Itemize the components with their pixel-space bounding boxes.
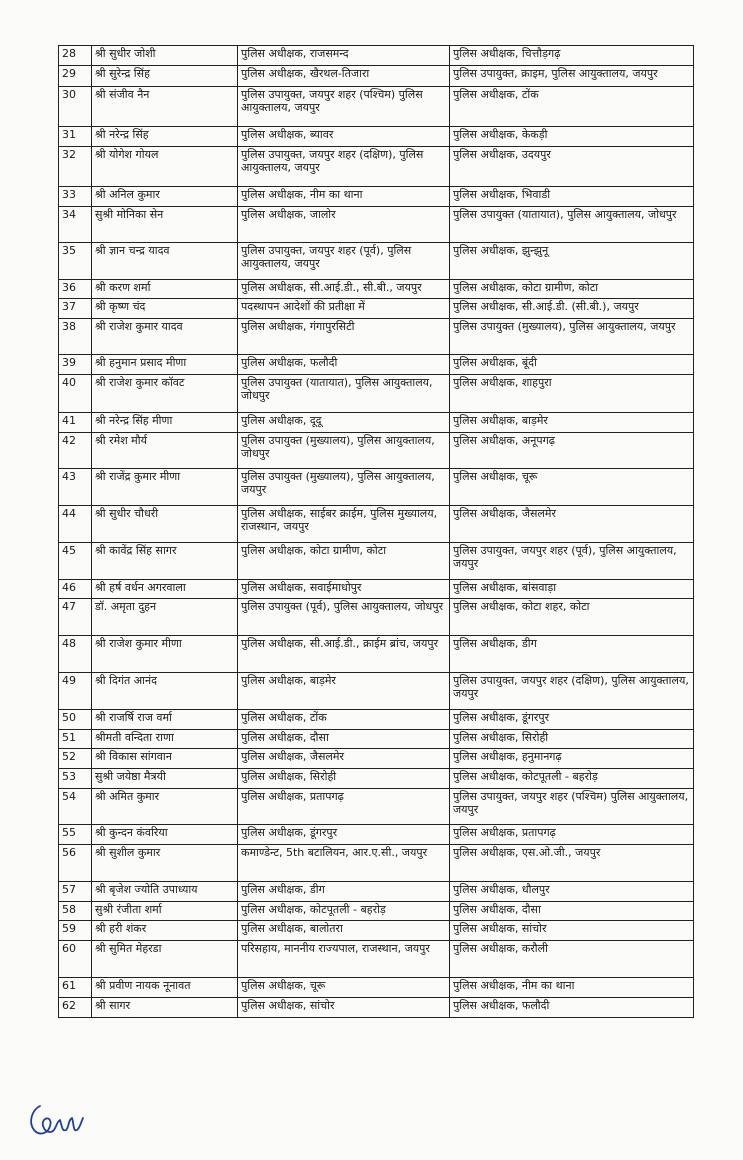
table-row xyxy=(59,147,694,187)
officer-name-cell: श्री हरी शंकर xyxy=(92,921,238,941)
table-row xyxy=(59,580,694,599)
serial-number-cell: 32 xyxy=(59,147,92,187)
new-posting-cell: पुलिस अधीक्षक, फलौदी xyxy=(450,998,694,1018)
current-posting-cell: पुलिस उपायुक्त, जयपुर शहर (दक्षिण), पुलिस आयुक्तालय, जयपुर xyxy=(238,147,450,187)
table-row xyxy=(59,87,694,127)
serial-number-cell: 49 xyxy=(59,673,92,710)
current-posting-cell: पुलिस अधीक्षक, सिरोही xyxy=(238,769,450,789)
officer-name-cell: श्री राजेश कुमार यादव xyxy=(92,319,238,355)
officer-name-cell: श्री राजेश कुमार मीणा xyxy=(92,636,238,673)
current-posting-cell: पदस्थापन आदेशों की प्रतीक्षा में xyxy=(238,299,450,319)
current-posting-cell: पुलिस अधीक्षक, सांचोर xyxy=(238,998,450,1018)
new-posting-cell: पुलिस अधीक्षक, चित्तौड़गढ़ xyxy=(450,46,694,66)
serial-number-cell: 53 xyxy=(59,769,92,789)
new-posting-cell: पुलिस उपायुक्त (मुख्यालय), पुलिस आयुक्तालय, जयपुर xyxy=(450,319,694,355)
new-posting-cell: पुलिस अधीक्षक, अनूपगढ़ xyxy=(450,433,694,469)
table-row xyxy=(59,882,694,902)
new-posting-cell: पुलिस अधीक्षक, केकड़ी xyxy=(450,127,694,147)
officer-name-cell: श्री हर्ष वर्धन अगरवाला xyxy=(92,580,238,599)
new-posting-cell: पुलिस अधीक्षक, झुन्झुनू xyxy=(450,243,694,280)
new-posting-cell: पुलिस अधीक्षक, सी.आई.डी. (सी.बी.), जयपुर xyxy=(450,299,694,319)
serial-number-cell: 29 xyxy=(59,66,92,87)
current-posting-cell: पुलिस उपायुक्त, जयपुर शहर (पश्चिम) पुलिस आयुक्तालय, जयपुर xyxy=(238,87,450,127)
current-posting-cell: पुलिस अधीक्षक, प्रतापगढ़ xyxy=(238,789,450,825)
new-posting-cell: पुलिस उपायुक्त, जयपुर शहर (पूर्व), पुलिस आयुक्तालय, जयपुर xyxy=(450,543,694,580)
officer-name-cell: श्री दिगंत आनंद xyxy=(92,673,238,710)
serial-number-cell: 56 xyxy=(59,845,92,882)
new-posting-cell: पुलिस अधीक्षक, धौलपुर xyxy=(450,882,694,902)
new-posting-cell: पुलिस अधीक्षक, बांसवाड़ा xyxy=(450,580,694,599)
officer-name-cell: श्री ज्ञान चन्द्र यादव xyxy=(92,243,238,280)
officer-name-cell: श्री कुन्दन कंवरिया xyxy=(92,825,238,845)
serial-number-cell: 46 xyxy=(59,580,92,599)
current-posting-cell: पुलिस अधीक्षक, राजसमन्द xyxy=(238,46,450,66)
current-posting-cell: पुलिस अधीक्षक, दौसा xyxy=(238,730,450,749)
serial-number-cell: 42 xyxy=(59,433,92,469)
table-row xyxy=(59,978,694,998)
table-row xyxy=(59,902,694,921)
officer-name-cell: श्री हनुमान प्रसाद मीणा xyxy=(92,355,238,375)
current-posting-cell: पुलिस अधीक्षक, गंगापुरसिटी xyxy=(238,319,450,355)
serial-number-cell: 60 xyxy=(59,941,92,978)
current-posting-cell: पुलिस अधीक्षक, डीग xyxy=(238,882,450,902)
officer-name-cell: श्री नरेन्द्र सिंह मीणा xyxy=(92,413,238,433)
officer-name-cell: श्री सुधीर जोशी xyxy=(92,46,238,66)
table-row xyxy=(59,127,694,147)
serial-number-cell: 34 xyxy=(59,207,92,243)
serial-number-cell: 31 xyxy=(59,127,92,147)
serial-number-cell: 48 xyxy=(59,636,92,673)
new-posting-cell: पुलिस अधीक्षक, करौली xyxy=(450,941,694,978)
current-posting-cell: पुलिस उपायुक्त (यातायात), पुलिस आयुक्तालय, जोधपुर xyxy=(238,375,450,413)
current-posting-cell: पुलिस अधीक्षक, बालोतरा xyxy=(238,921,450,941)
table-row xyxy=(59,207,694,243)
table-row xyxy=(59,319,694,355)
current-posting-cell: पुलिस उपायुक्त (मुख्यालय), पुलिस आयुक्तालय, जयपुर xyxy=(238,469,450,506)
table-row xyxy=(59,749,694,769)
current-posting-cell: पुलिस अधीक्षक, साईबर क्राईम, पुलिस मुख्यालय, राजस्थान, जयपुर xyxy=(238,506,450,543)
table-row xyxy=(59,187,694,207)
serial-number-cell: 44 xyxy=(59,506,92,543)
table-row xyxy=(59,825,694,845)
new-posting-cell: पुलिस अधीक्षक, कोटपूतली - बहरोड़ xyxy=(450,769,694,789)
serial-number-cell: 52 xyxy=(59,749,92,769)
serial-number-cell: 62 xyxy=(59,998,92,1018)
serial-number-cell: 28 xyxy=(59,46,92,66)
officer-name-cell: श्री रमेश मौर्य xyxy=(92,433,238,469)
current-posting-cell: पुलिस अधीक्षक, जालोर xyxy=(238,207,450,243)
officer-name-cell: श्री राजेंद्र कुमार मीणा xyxy=(92,469,238,506)
table-row xyxy=(59,469,694,506)
officer-name-cell: श्री कृष्ण चंद xyxy=(92,299,238,319)
transfer-table xyxy=(58,45,694,1018)
current-posting-cell: परिसहाय, माननीय राज्यपाल, राजस्थान, जयपुर xyxy=(238,941,450,978)
officer-name-cell: श्री बृजेश ज्योति उपाध्याय xyxy=(92,882,238,902)
table-row xyxy=(59,730,694,749)
officer-name-cell: श्री सागर xyxy=(92,998,238,1018)
serial-number-cell: 50 xyxy=(59,710,92,730)
officer-name-cell: श्री करण शर्मा xyxy=(92,280,238,299)
officer-name-cell: श्री प्रवीण नायक नूनावत xyxy=(92,978,238,998)
officer-name-cell: श्री विकास सांगवान xyxy=(92,749,238,769)
officer-name-cell: सुश्री मोनिका सेन xyxy=(92,207,238,243)
new-posting-cell: पुलिस अधीक्षक, जैसलमेर xyxy=(450,506,694,543)
officer-name-cell: डॉ. अमृता दुहन xyxy=(92,599,238,636)
new-posting-cell: पुलिस उपायुक्त (यातायात), पुलिस आयुक्तालय, जोधपुर xyxy=(450,207,694,243)
serial-number-cell: 41 xyxy=(59,413,92,433)
new-posting-cell: पुलिस अधीक्षक, कोटा शहर, कोटा xyxy=(450,599,694,636)
current-posting-cell: पुलिस अधीक्षक, सी.आई.डी., सी.बी., जयपुर xyxy=(238,280,450,299)
serial-number-cell: 47 xyxy=(59,599,92,636)
current-posting-cell: पुलिस अधीक्षक, ब्यावर xyxy=(238,127,450,147)
table-row xyxy=(59,299,694,319)
officer-name-cell: श्री नरेन्द्र सिंह xyxy=(92,127,238,147)
table-row xyxy=(59,941,694,978)
current-posting-cell: पुलिस अधीक्षक, सवाईमाधोपुर xyxy=(238,580,450,599)
new-posting-cell: पुलिस उपायुक्त, जयपुर शहर (दक्षिण), पुलिस आयुक्तालय, जयपुर xyxy=(450,673,694,710)
officer-name-cell: सुश्री जयेष्ठा मैत्रयी xyxy=(92,769,238,789)
table-row xyxy=(59,355,694,375)
current-posting-cell: पुलिस अधीक्षक, कोटपूतली - बहरोड़ xyxy=(238,902,450,921)
serial-number-cell: 37 xyxy=(59,299,92,319)
current-posting-cell: पुलिस अधीक्षक, जैसलमेर xyxy=(238,749,450,769)
table-row xyxy=(59,543,694,580)
serial-number-cell: 54 xyxy=(59,789,92,825)
new-posting-cell: पुलिस अधीक्षक, भिवाडी xyxy=(450,187,694,207)
table-row xyxy=(59,506,694,543)
new-posting-cell: पुलिस अधीक्षक, डूंगरपुर xyxy=(450,710,694,730)
new-posting-cell: पुलिस अधीक्षक, बूंदी xyxy=(450,355,694,375)
officer-name-cell: सुश्री रंजीता शर्मा xyxy=(92,902,238,921)
officer-name-cell: श्रीमती वन्दिता राणा xyxy=(92,730,238,749)
current-posting-cell: पुलिस उपायुक्त (मुख्यालय), पुलिस आयुक्तालय, जोधपुर xyxy=(238,433,450,469)
current-posting-cell: पुलिस उपायुक्त (पूर्व), पुलिस आयुक्तालय, जोधपुर xyxy=(238,599,450,636)
table-row xyxy=(59,46,694,66)
serial-number-cell: 38 xyxy=(59,319,92,355)
table-row xyxy=(59,413,694,433)
officer-name-cell: श्री राजेश कुमार कॉवट xyxy=(92,375,238,413)
current-posting-cell: पुलिस अधीक्षक, कोटा ग्रामीण, कोटा xyxy=(238,543,450,580)
serial-number-cell: 59 xyxy=(59,921,92,941)
new-posting-cell: पुलिस अधीक्षक, हनुमानगढ़ xyxy=(450,749,694,769)
serial-number-cell: 39 xyxy=(59,355,92,375)
current-posting-cell: पुलिस अधीक्षक, सी.आई.डी., क्राईम ब्रांच, जयपुर xyxy=(238,636,450,673)
current-posting-cell: पुलिस अधीक्षक, टोंक xyxy=(238,710,450,730)
serial-number-cell: 40 xyxy=(59,375,92,413)
table-row xyxy=(59,636,694,673)
officer-name-cell: श्री अनिल कुमार xyxy=(92,187,238,207)
new-posting-cell: पुलिस अधीक्षक, डीग xyxy=(450,636,694,673)
table-row xyxy=(59,243,694,280)
transfer-table-body xyxy=(59,46,694,1018)
serial-number-cell: 43 xyxy=(59,469,92,506)
current-posting-cell: पुलिस अधीक्षक, डूंगरपुर xyxy=(238,825,450,845)
new-posting-cell: पुलिस अधीक्षक, प्रतापगढ़ xyxy=(450,825,694,845)
table-row xyxy=(59,375,694,413)
serial-number-cell: 36 xyxy=(59,280,92,299)
new-posting-cell: पुलिस अधीक्षक, सांचोर xyxy=(450,921,694,941)
serial-number-cell: 58 xyxy=(59,902,92,921)
table-row xyxy=(59,599,694,636)
table-row xyxy=(59,845,694,882)
new-posting-cell: पुलिस अधीक्षक, दौसा xyxy=(450,902,694,921)
table-row xyxy=(59,769,694,789)
new-posting-cell: पुलिस अधीक्षक, उदयपुर xyxy=(450,147,694,187)
officer-name-cell: श्री संजीव नैन xyxy=(92,87,238,127)
new-posting-cell: पुलिस अधीक्षक, चूरू xyxy=(450,469,694,506)
officer-name-cell: श्री राजर्षि राज वर्मा xyxy=(92,710,238,730)
current-posting-cell: पुलिस अधीक्षक, दूदू xyxy=(238,413,450,433)
officer-name-cell: श्री अमित कुमार xyxy=(92,789,238,825)
serial-number-cell: 55 xyxy=(59,825,92,845)
current-posting-cell: पुलिस अधीक्षक, फलौदी xyxy=(238,355,450,375)
current-posting-cell: पुलिस उपायुक्त, जयपुर शहर (पूर्व), पुलिस आयुक्तालय, जयपुर xyxy=(238,243,450,280)
new-posting-cell: पुलिस उपायुक्त, क्राइम, पुलिस आयुक्तालय, जयपुर xyxy=(450,66,694,87)
serial-number-cell: 51 xyxy=(59,730,92,749)
serial-number-cell: 45 xyxy=(59,543,92,580)
table-row xyxy=(59,66,694,87)
new-posting-cell: पुलिस अधीक्षक, सिरोही xyxy=(450,730,694,749)
table-row xyxy=(59,433,694,469)
serial-number-cell: 61 xyxy=(59,978,92,998)
current-posting-cell: कमाण्डेन्ट, 5th बटालियन, आर.ए.सी., जयपुर xyxy=(238,845,450,882)
current-posting-cell: पुलिस अधीक्षक, बाड़मेर xyxy=(238,673,450,710)
current-posting-cell: पुलिस अधीक्षक, नीम का थाना xyxy=(238,187,450,207)
officer-name-cell: श्री सुशील कुमार xyxy=(92,845,238,882)
table-row xyxy=(59,998,694,1018)
table-row xyxy=(59,280,694,299)
serial-number-cell: 33 xyxy=(59,187,92,207)
table-row xyxy=(59,710,694,730)
current-posting-cell: पुलिस अधीक्षक, खैरथल-तिजारा xyxy=(238,66,450,87)
officer-name-cell: श्री कावेंद्र सिंह सागर xyxy=(92,543,238,580)
new-posting-cell: पुलिस उपायुक्त, जयपुर शहर (पश्चिम) पुलिस आयुक्तालय, जयपुर xyxy=(450,789,694,825)
current-posting-cell: पुलिस अधीक्षक, चूरू xyxy=(238,978,450,998)
officer-name-cell: श्री सुमित मेहरडा xyxy=(92,941,238,978)
new-posting-cell: पुलिस अधीक्षक, एस.ओ.जी., जयपुर xyxy=(450,845,694,882)
officer-name-cell: श्री योगेश गोयल xyxy=(92,147,238,187)
new-posting-cell: पुलिस अधीक्षक, कोटा ग्रामीण, कोटा xyxy=(450,280,694,299)
serial-number-cell: 30 xyxy=(59,87,92,127)
new-posting-cell: पुलिस अधीक्षक, टोंक xyxy=(450,87,694,127)
table-row xyxy=(59,789,694,825)
new-posting-cell: पुलिस अधीक्षक, शाहपुरा xyxy=(450,375,694,413)
officer-name-cell: श्री सुधीर चौधरी xyxy=(92,506,238,543)
new-posting-cell: पुलिस अधीक्षक, बाड़मेर xyxy=(450,413,694,433)
table-row xyxy=(59,673,694,710)
table-row xyxy=(59,921,694,941)
officer-name-cell: श्री सुरेन्द्र सिंह xyxy=(92,66,238,87)
signature-icon xyxy=(26,1098,86,1142)
serial-number-cell: 57 xyxy=(59,882,92,902)
new-posting-cell: पुलिस अधीक्षक, नीम का थाना xyxy=(450,978,694,998)
serial-number-cell: 35 xyxy=(59,243,92,280)
